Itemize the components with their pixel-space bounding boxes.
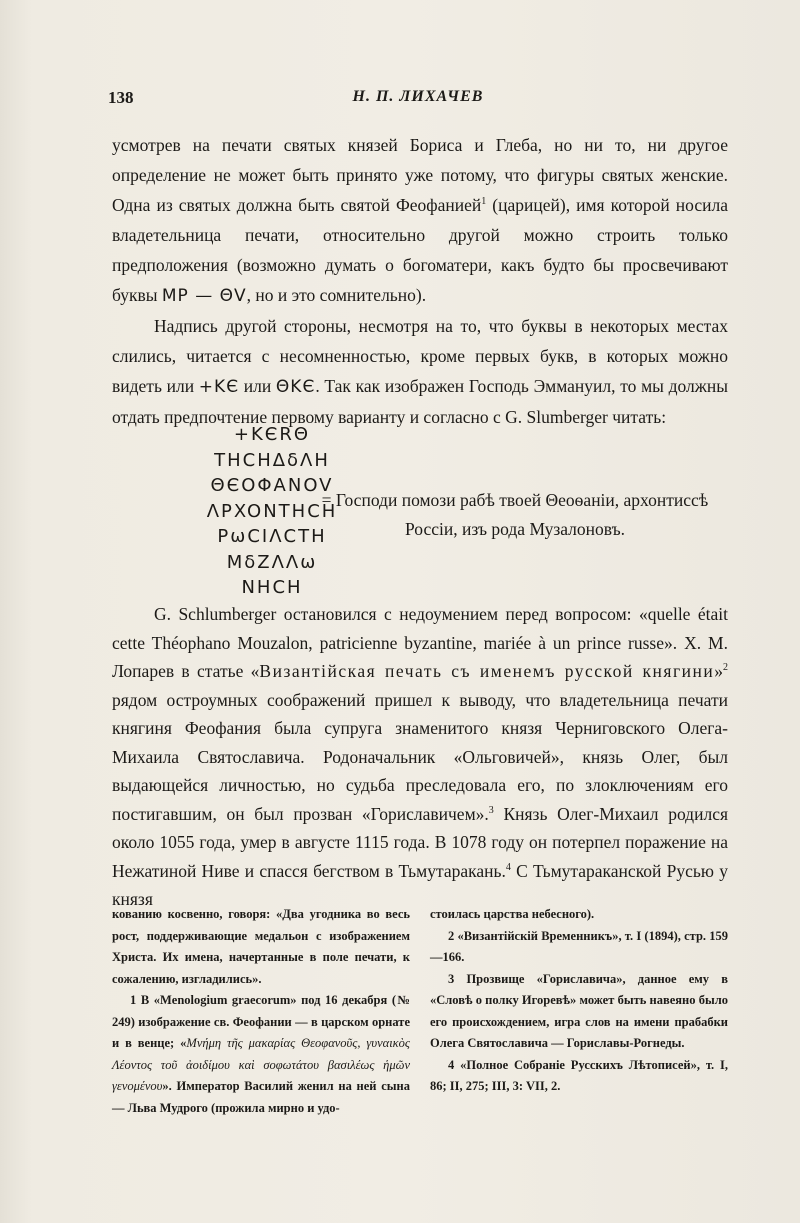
inscription-line: PωCIΛCTH [217,526,327,547]
footnote-1-text-b: ». Император Василий женил на ней сына — Льва Мудрого (прожила мирно и удо- [112,1079,410,1115]
inscription-line: MδZΛΛω [226,551,318,573]
inscription-line: THCHΔδΛH [214,449,330,471]
footnotes-left-column [112,904,410,1119]
paragraph-3-text-e: С Тьмутараканской Русью у князя [112,860,728,909]
paragraph-1-text: усмотрев на печати святых князей Бориса и Глеба, но ни то, ни другое определение не может быть принято уже потому, что фигуры святых женские. Одна из святых должна быть святой Феофанией [112,135,728,215]
paragraph-1 [112,130,728,311]
variant-2-letters: ΘKЄ [275,377,316,397]
inscription-translation: = Господи помози рабѣ твоей Θеоѳаніи, архонтиссѣ Россіи, изъ рода Музалоновъ. [321,490,709,539]
seal-inscription [112,422,728,604]
paragraph-1-text-c: , но и это сомнительно). [246,285,427,305]
running-head: Н. П. ЛИХАЧЕВ [352,88,484,105]
paragraph-2-mid: или [239,376,276,396]
paragraph-3-text-d: Князь Олег-Михаил родился около 1055 года, умер в августе 1115 года. В 1078 году он потерпел поражение на Нежатиной Ниве и спасся бегством в Тьмутаракань. [112,803,729,881]
page-header [108,88,728,112]
footnote-continuation: кованию косвенно, говоря: «Два угодника во весь рост, поддерживающие медальон с изображением Христа. Их имена, начертанные в поле печати, к сожалению, изгладились». [112,907,410,986]
footnote-1-greek: Μνήμη τῆς μακαρίας Θεοφανοῦς, γυναικὸς Λέοντος τοῦ ἀοιδίμου καὶ σοφωτάτου βασιλέως ἡμῶν γενομένου [112,1036,410,1093]
main-text [112,130,728,432]
inscription-line: +KЄRΘ [233,424,311,445]
paragraph-1-text-b: (царицей), имя которой носила владетельница печати, относительно другой можно строить только предположения (возможно думать о богоматери, какъ будто бы просвечивают буквы [112,195,728,305]
inscription-line: NHCH [241,577,303,598]
uncial-letters: MP — ΘV [161,286,247,306]
paragraph-3 [112,600,728,914]
footnote-ref-2: 2 [723,662,728,674]
footnote-3: 3 Прозвище «Гориславича», данное ему в «Словѣ о полку Игоревѣ» может быть навеяно было его происхождением, игра слов на имени прабабки Олега Святославича — Гориславы-Рогнеды. [430,971,728,1050]
paragraph-2-text-b: . Так как изображен Господь Эммануил, то мы должны отдать предпочтение первому варианту и согласно с G. Slumberger читать: [112,376,728,427]
page-number: 138 [108,88,134,107]
paragraph-3-quote-close: » [714,661,723,681]
inscription-line: ΘЄOΦANOV [210,475,334,496]
footnote-4: 4 «Полное Собраніе Русскихъ Лѣтописей», т. I, 86; II, 275; III, 3: VII, 2. [430,1057,728,1093]
footnote-1 [112,990,410,1119]
paragraph-2 [112,311,728,432]
paragraph-3-text-c: рядом остроумных соображений пришел к выводу, что владетельница печати княгиня Феофания была супруга знаменитого князя Черниговского Олега-Михаила Святославича. Родоначальник «Ольговичей», князь Олег, был выдающейся личностью, но судьба преследовала его, по злоключениям его постигавшим, он был прозван «Гориславичем». [112,689,728,824]
paragraph-2-text: Надпись другой стороны, несмотря на то, что буквы в некоторых местах слились, читается с несомненностью, кроме первых букв, в которых можно видеть или [112,316,728,396]
footnote-2: 2 «Византійскій Временникъ», т. I (1894), стр. 159—166. [430,928,728,964]
footnote-ref-3: 3 [488,804,494,816]
footnotes-right-column [430,904,728,1098]
inscription-line: ΛPXONTHCH [206,500,338,522]
footnote-ref-4: 4 [505,861,511,873]
footnote-1-text: 1 В «Menologium graecorum» под 16 декабря (№ 249) изображение св. Феофании — в царском орнате и в венце; « [112,993,410,1050]
footnote-1-continuation: стоилась царства небесного). [430,907,595,921]
footnote-ref-1: 1 [481,196,487,208]
article-title: Византійская печать съ именемъ русской княгини [259,661,715,681]
paragraph-3-text: G. Schlumberger остановился с недоумением перед вопросом: «quelle était cette Théophano Mouzalon, patricienne byzantine, mariée à un prince russe». Х. М. Лопарев в статье « [112,604,728,681]
variant-1-letters: +KЄ [198,377,240,397]
main-text-continued [112,600,728,914]
